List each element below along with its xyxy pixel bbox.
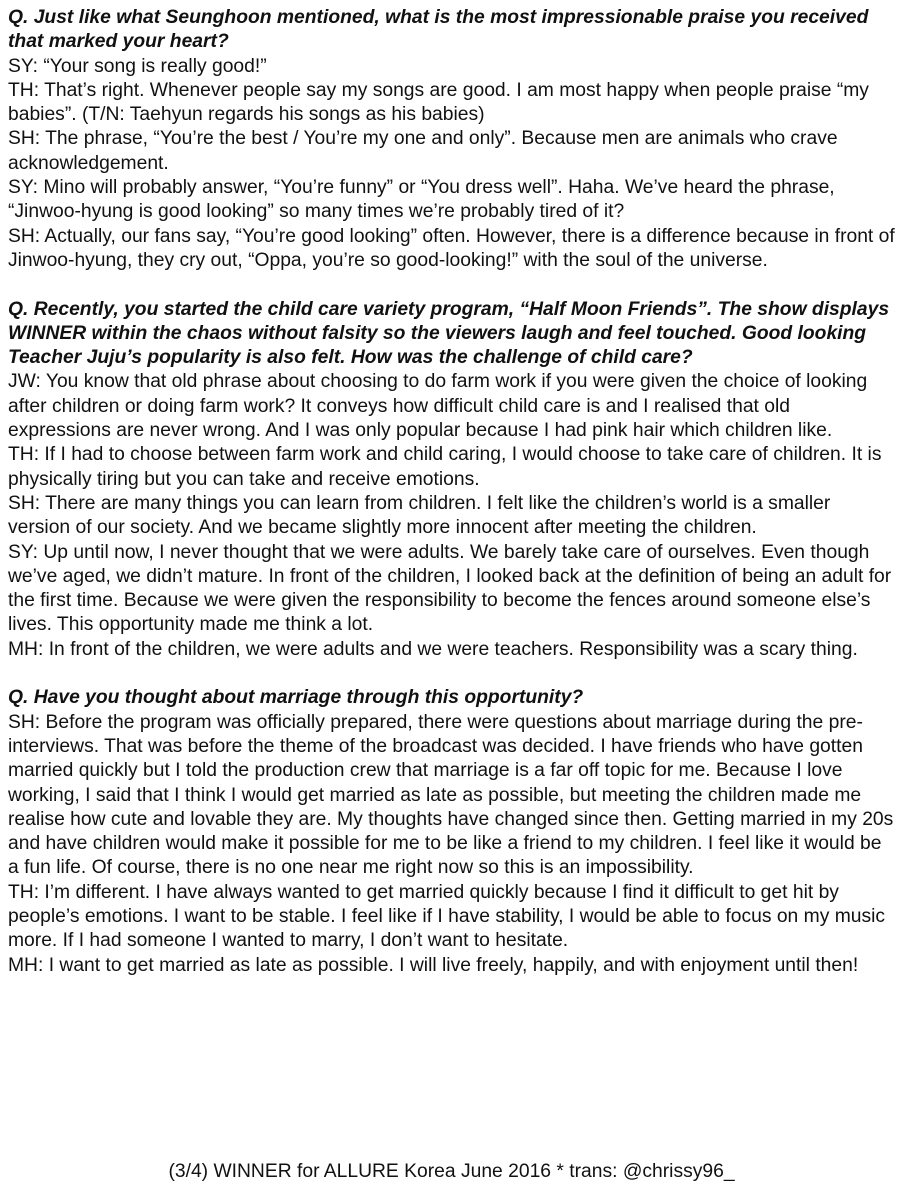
- answer-sy: SY: Mino will probably answer, “You’re funny” or “You dress well”. Haha. We’ve heard the phrase, “Jinwoo-hyung is good looking” so many times we’re probably tired of it?: [8, 177, 835, 223]
- question-praise: Q. Just like what Seunghoon mentioned, what is the most impressionable praise you received that marked your heart?: [8, 7, 869, 53]
- answer-sh: SH: Actually, our fans say, “You’re good looking” often. However, there is a difference because in front of Jinwoo-hyung, they cry out, “Oppa, you’re so good-looking!” with the soul of the universe.: [8, 225, 895, 271]
- answer-sh: SH: The phrase, “You’re the best / You’re my one and only”. Because men are animals who crave acknowledgement.: [8, 128, 838, 174]
- answer-th: TH: If I had to choose between farm work and child caring, I would choose to take care of children. It is physically tiring but you can take and receive emotions.: [8, 444, 882, 490]
- answer-th: TH: That’s right. Whenever people say my songs are good. I am most happy when people praise “my babies”. (T/N: Taehyun regards his songs as his babies): [8, 79, 869, 126]
- qa-section-praise: [8, 6, 896, 273]
- answer-mh: MH: I want to get married as late as possible. I will live freely, happily, and with enjoyment until then!: [8, 954, 859, 976]
- answer-mh: MH: In front of the children, we were adults and we were teachers. Responsibility was a scary thing.: [8, 638, 858, 660]
- answer-sy: SY: “Your song is really good!”: [8, 55, 267, 77]
- answer-sh: SH: There are many things you can learn from children. I felt like the children’s world is a smaller version of our society. And we became slightly more innocent after meeting the children.: [8, 492, 831, 539]
- answer-jw: JW: You know that old phrase about choosing to do farm work if you were given the choice of looking after children or doing farm work? It conveys how difficult child care is and I realised that old expressions are never wrong. And I was only popular because I had pink hair which children like.: [8, 371, 868, 442]
- credit-footer: (3/4) WINNER for ALLURE Korea June 2016 * trans: @chrissy96_: [168, 1161, 735, 1182]
- qa-section-marriage: [8, 686, 896, 978]
- answer-sh: SH: Before the program was officially prepared, there were questions about marriage during the pre-interviews. That was before the theme of the broadcast was decided. I have friends who have gotten married quickly but I told the production crew that marriage is a far off topic for me. Because I love working, I said that I think I would get married as late as possible, but meeting the children made me realise how cute and lovable they are. My thoughts have changed since then. Getting married in my 20s and have children would make it possible for me to be like a friend to my children. I feel like it would be a fun life. Of course, there is no one near me right now so this is an impossibility.: [8, 711, 894, 879]
- interview-document: [8, 6, 896, 978]
- question-child-care: Q. Recently, you started the child care variety program, “Half Moon Friends”. The show displays WINNER within the chaos without falsity so the viewers laugh and feel touched. Good looking Teacher Juju’s popularity is also felt. How was the challenge of child care?: [8, 298, 890, 369]
- question-marriage: Q. Have you thought about marriage through this opportunity?: [8, 687, 584, 709]
- qa-section-child-care: [8, 298, 896, 662]
- answer-th: TH: I’m different. I have always wanted to get married quickly because I find it difficult to get hit by people’s emotions. I want to be stable. I feel like if I have stability, I would be able to focus on my music more. If I had someone I wanted to marry, I don’t want to hesitate.: [8, 881, 886, 952]
- answer-sy: SY: Up until now, I never thought that we were adults. We barely take care of ourselves. Even though we’ve aged, we didn’t mature. In front of the children, I looked back at the definition of being an adult for the first time. Because we were given the responsibility to become the fences around someone else’s lives. This opportunity made me think a lot.: [8, 541, 892, 636]
